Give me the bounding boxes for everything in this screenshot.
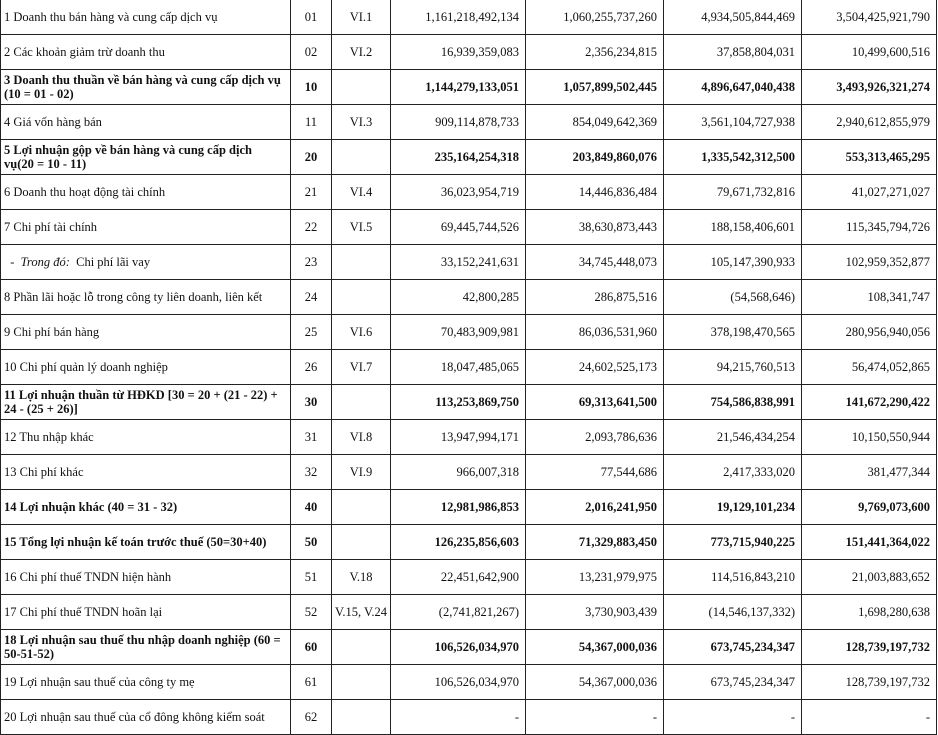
table-row bbox=[1, 245, 937, 280]
row-code: 61 bbox=[291, 665, 332, 700]
row-label: 1 Doanh thu bán hàng và cung cấp dịch vụ bbox=[1, 0, 291, 35]
value-col-1: 33,152,241,631 bbox=[391, 245, 526, 280]
value-col-4: 56,474,052,865 bbox=[802, 350, 937, 385]
value-col-1: 22,451,642,900 bbox=[391, 560, 526, 595]
table-row bbox=[1, 630, 937, 665]
value-col-3: 673,745,234,347 bbox=[664, 630, 802, 665]
value-col-3: 1,335,542,312,500 bbox=[664, 140, 802, 175]
value-col-3: 19,129,101,234 bbox=[664, 490, 802, 525]
row-note: VI.1 bbox=[332, 0, 391, 35]
value-col-2: 203,849,860,076 bbox=[526, 140, 664, 175]
row-label: 5 Lợi nhuận gộp về bán hàng và cung cấp dịch vụ(20 = 10 - 11) bbox=[1, 140, 291, 175]
value-col-2: 86,036,531,960 bbox=[526, 315, 664, 350]
value-col-2: 34,745,448,073 bbox=[526, 245, 664, 280]
value-col-3: 114,516,843,210 bbox=[664, 560, 802, 595]
value-col-3: 21,546,434,254 bbox=[664, 420, 802, 455]
row-note: VI.3 bbox=[332, 105, 391, 140]
value-col-4: 553,313,465,295 bbox=[802, 140, 937, 175]
row-code: 11 bbox=[291, 105, 332, 140]
row-note bbox=[332, 140, 391, 175]
value-col-1: 1,161,218,492,134 bbox=[391, 0, 526, 35]
table-row bbox=[1, 0, 937, 35]
row-code: 22 bbox=[291, 210, 332, 245]
row-code: 01 bbox=[291, 0, 332, 35]
row-label: 13 Chi phí khác bbox=[1, 455, 291, 490]
row-code: 40 bbox=[291, 490, 332, 525]
table-row bbox=[1, 665, 937, 700]
table-row bbox=[1, 315, 937, 350]
row-note: VI.2 bbox=[332, 35, 391, 70]
value-col-1: 113,253,869,750 bbox=[391, 385, 526, 420]
row-code: 23 bbox=[291, 245, 332, 280]
row-note bbox=[332, 700, 391, 735]
value-col-1: 966,007,318 bbox=[391, 455, 526, 490]
row-label: 17 Chi phí thuế TNDN hoãn lại bbox=[1, 595, 291, 630]
value-col-4: 151,441,364,022 bbox=[802, 525, 937, 560]
value-col-1: 13,947,994,171 bbox=[391, 420, 526, 455]
row-label: 3 Doanh thu thuần về bán hàng và cung cấp dịch vụ (10 = 01 - 02) bbox=[1, 70, 291, 105]
value-col-2: 3,730,903,439 bbox=[526, 595, 664, 630]
value-col-2: 2,016,241,950 bbox=[526, 490, 664, 525]
value-col-1: 106,526,034,970 bbox=[391, 665, 526, 700]
table-row bbox=[1, 35, 937, 70]
value-col-2: - bbox=[526, 700, 664, 735]
row-note: VI.4 bbox=[332, 175, 391, 210]
value-col-2: 13,231,979,975 bbox=[526, 560, 664, 595]
row-label: 14 Lợi nhuận khác (40 = 31 - 32) bbox=[1, 490, 291, 525]
row-label: 4 Giá vốn hàng bán bbox=[1, 105, 291, 140]
value-col-2: 77,544,686 bbox=[526, 455, 664, 490]
table-row bbox=[1, 490, 937, 525]
row-note: VI.9 bbox=[332, 455, 391, 490]
value-col-3: 188,158,406,601 bbox=[664, 210, 802, 245]
table-row bbox=[1, 70, 937, 105]
row-label bbox=[1, 245, 291, 280]
table-row bbox=[1, 560, 937, 595]
value-col-4: 108,341,747 bbox=[802, 280, 937, 315]
value-col-1: 18,047,485,065 bbox=[391, 350, 526, 385]
value-col-4: 141,672,290,422 bbox=[802, 385, 937, 420]
value-col-2: 14,446,836,484 bbox=[526, 175, 664, 210]
table-row bbox=[1, 385, 937, 420]
value-col-4: 3,493,926,321,274 bbox=[802, 70, 937, 105]
row-note bbox=[332, 245, 391, 280]
row-label: 19 Lợi nhuận sau thuế của công ty mẹ bbox=[1, 665, 291, 700]
row-note bbox=[332, 525, 391, 560]
value-col-4: 102,959,352,877 bbox=[802, 245, 937, 280]
row-code: 62 bbox=[291, 700, 332, 735]
row-code: 25 bbox=[291, 315, 332, 350]
table-row bbox=[1, 350, 937, 385]
value-col-1: 106,526,034,970 bbox=[391, 630, 526, 665]
row-label: 8 Phần lãi hoặc lỗ trong công ty liên doanh, liên kết bbox=[1, 280, 291, 315]
row-note: V.18 bbox=[332, 560, 391, 595]
value-col-3: 105,147,390,933 bbox=[664, 245, 802, 280]
value-col-4: 21,003,883,652 bbox=[802, 560, 937, 595]
value-col-1: 69,445,744,526 bbox=[391, 210, 526, 245]
row-note bbox=[332, 490, 391, 525]
value-col-2: 24,602,525,173 bbox=[526, 350, 664, 385]
value-col-3: 378,198,470,565 bbox=[664, 315, 802, 350]
value-col-1: 1,144,279,133,051 bbox=[391, 70, 526, 105]
row-label: 11 Lợi nhuận thuần từ HĐKD [30 = 20 + (21 - 22) + 24 - (25 + 26)] bbox=[1, 385, 291, 420]
row-label: 18 Lợi nhuận sau thuế thu nhập doanh nghiệp (60 = 50-51-52) bbox=[1, 630, 291, 665]
row-note bbox=[332, 630, 391, 665]
value-col-3: 673,745,234,347 bbox=[664, 665, 802, 700]
row-label: 7 Chi phí tài chính bbox=[1, 210, 291, 245]
value-col-4: - bbox=[802, 700, 937, 735]
row-label: 20 Lợi nhuận sau thuế của cổ đông không kiểm soát bbox=[1, 700, 291, 735]
value-col-3: 94,215,760,513 bbox=[664, 350, 802, 385]
value-col-1: 16,939,359,083 bbox=[391, 35, 526, 70]
value-col-2: 38,630,873,443 bbox=[526, 210, 664, 245]
row-label: 10 Chi phí quản lý doanh nghiệp bbox=[1, 350, 291, 385]
row-note bbox=[332, 70, 391, 105]
table-row bbox=[1, 105, 937, 140]
value-col-2: 2,356,234,815 bbox=[526, 35, 664, 70]
row-note bbox=[332, 280, 391, 315]
row-code: 52 bbox=[291, 595, 332, 630]
value-col-2: 54,367,000,036 bbox=[526, 630, 664, 665]
row-note: VI.8 bbox=[332, 420, 391, 455]
table-row bbox=[1, 595, 937, 630]
row-label: 12 Thu nhập khác bbox=[1, 420, 291, 455]
value-col-2: 854,049,642,369 bbox=[526, 105, 664, 140]
row-code: 24 bbox=[291, 280, 332, 315]
value-col-1: 42,800,285 bbox=[391, 280, 526, 315]
value-col-1: 70,483,909,981 bbox=[391, 315, 526, 350]
row-label: 15 Tổng lợi nhuận kế toán trước thuế (50=30+40) bbox=[1, 525, 291, 560]
value-col-3: 3,561,104,727,938 bbox=[664, 105, 802, 140]
value-col-4: 10,499,600,516 bbox=[802, 35, 937, 70]
value-col-1: 235,164,254,318 bbox=[391, 140, 526, 175]
value-col-2: 54,367,000,036 bbox=[526, 665, 664, 700]
table-row bbox=[1, 455, 937, 490]
value-col-1: 909,114,878,733 bbox=[391, 105, 526, 140]
value-col-2: 286,875,516 bbox=[526, 280, 664, 315]
value-col-3: - bbox=[664, 700, 802, 735]
value-col-4: 2,940,612,855,979 bbox=[802, 105, 937, 140]
value-col-4: 128,739,197,732 bbox=[802, 630, 937, 665]
row-code: 31 bbox=[291, 420, 332, 455]
value-col-1: (2,741,821,267) bbox=[391, 595, 526, 630]
value-col-3: 754,586,838,991 bbox=[664, 385, 802, 420]
row-label-rest: Chi phí lãi vay bbox=[69, 255, 151, 269]
row-note bbox=[332, 385, 391, 420]
value-col-1: 126,235,856,603 bbox=[391, 525, 526, 560]
value-col-1: 36,023,954,719 bbox=[391, 175, 526, 210]
value-col-2: 69,313,641,500 bbox=[526, 385, 664, 420]
value-col-2: 1,057,899,502,445 bbox=[526, 70, 664, 105]
table-row bbox=[1, 525, 937, 560]
value-col-3: 4,934,505,844,469 bbox=[664, 0, 802, 35]
row-note: VI.7 bbox=[332, 350, 391, 385]
row-code: 32 bbox=[291, 455, 332, 490]
row-label-italic: Trong đó: bbox=[20, 255, 70, 269]
table-row bbox=[1, 280, 937, 315]
value-col-4: 280,956,940,056 bbox=[802, 315, 937, 350]
row-note: V.15, V.24 bbox=[332, 595, 391, 630]
table-row bbox=[1, 700, 937, 735]
row-note bbox=[332, 665, 391, 700]
row-code: 02 bbox=[291, 35, 332, 70]
value-col-4: 9,769,073,600 bbox=[802, 490, 937, 525]
value-col-1: - bbox=[391, 700, 526, 735]
table-row bbox=[1, 175, 937, 210]
row-code: 10 bbox=[291, 70, 332, 105]
table-row bbox=[1, 420, 937, 455]
row-code: 60 bbox=[291, 630, 332, 665]
row-label: 6 Doanh thu hoạt động tài chính bbox=[1, 175, 291, 210]
row-note: VI.5 bbox=[332, 210, 391, 245]
row-code: 51 bbox=[291, 560, 332, 595]
value-col-3: (54,568,646) bbox=[664, 280, 802, 315]
table-row bbox=[1, 210, 937, 245]
value-col-4: 128,739,197,732 bbox=[802, 665, 937, 700]
row-note: VI.6 bbox=[332, 315, 391, 350]
value-col-4: 10,150,550,944 bbox=[802, 420, 937, 455]
value-col-4: 115,345,794,726 bbox=[802, 210, 937, 245]
value-col-1: 12,981,986,853 bbox=[391, 490, 526, 525]
value-col-4: 1,698,280,638 bbox=[802, 595, 937, 630]
value-col-2: 71,329,883,450 bbox=[526, 525, 664, 560]
value-col-4: 3,504,425,921,790 bbox=[802, 0, 937, 35]
row-label-prefix: - bbox=[4, 255, 21, 269]
row-code: 21 bbox=[291, 175, 332, 210]
row-label: 2 Các khoản giảm trừ doanh thu bbox=[1, 35, 291, 70]
table-row bbox=[1, 140, 937, 175]
row-code: 20 bbox=[291, 140, 332, 175]
value-col-3: 4,896,647,040,438 bbox=[664, 70, 802, 105]
value-col-4: 41,027,271,027 bbox=[802, 175, 937, 210]
row-label: 9 Chi phí bán hàng bbox=[1, 315, 291, 350]
value-col-3: 79,671,732,816 bbox=[664, 175, 802, 210]
row-code: 50 bbox=[291, 525, 332, 560]
value-col-4: 381,477,344 bbox=[802, 455, 937, 490]
value-col-2: 2,093,786,636 bbox=[526, 420, 664, 455]
value-col-3: 773,715,940,225 bbox=[664, 525, 802, 560]
row-code: 30 bbox=[291, 385, 332, 420]
value-col-3: 2,417,333,020 bbox=[664, 455, 802, 490]
row-code: 26 bbox=[291, 350, 332, 385]
row-label: 16 Chi phí thuế TNDN hiện hành bbox=[1, 560, 291, 595]
value-col-2: 1,060,255,737,260 bbox=[526, 0, 664, 35]
value-col-3: 37,858,804,031 bbox=[664, 35, 802, 70]
value-col-3: (14,546,137,332) bbox=[664, 595, 802, 630]
